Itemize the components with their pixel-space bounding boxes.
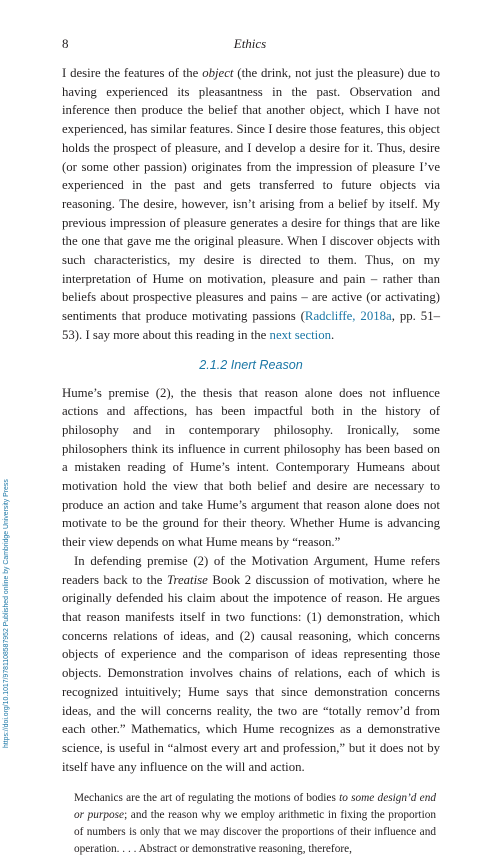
section-heading: 2.1.2 Inert Reason (199, 357, 303, 372)
citation-link[interactable]: Radcliffe, 2018a (304, 309, 392, 324)
block-quote-text-a: Mechanics are the art of regulating the motions of bodies (74, 792, 340, 805)
block-quote-emphasis: to some design’d end or purpose (74, 792, 436, 822)
paragraph-1-text-d: , pp. 51–53). I say more about this reading in the (62, 309, 440, 342)
block-quote-text (74, 790, 436, 857)
doi-side-note[interactable]: https://doi.org/10.1017/9781108587952 Published online by Cambridge University Press (3, 479, 10, 748)
paragraph-1 (62, 64, 440, 345)
next-section-link[interactable]: next section (269, 327, 332, 342)
paragraph-1-text-c: (the drink, not just the pleasure) due to having experienced its pleasantness in the past. Observation and inference then produce the belief that another object, which I have not experienced, has similar features. Since I desire those features, this object holds the prospect of pleasure, and I develop a desire for it. Thus, desire (or some other passion) originates from the impression of pleasure I’ve experienced in the past and gets transferred to future objects via reasoning. The desire, however, isn’t arising from a belief by itself. My previous impression of pleasure generates a desire for things that are like the one that gave me the original pleasure. When I discover objects with such characteristics, my desire is directed to them. Thus, on my interpretation of Hume on motivation, pleasure and pain – rather than beliefs about prospective pleasures and pains – are active (or activating) sentiments that produce motivating passions ( (62, 66, 440, 324)
paragraph-3 (62, 552, 440, 776)
body-text (62, 64, 440, 858)
paragraph-2: Hume’s premise (2), the thesis that reason alone does not influence actions and affections, has been impactful both in the history of philosophy and in contemporary philosophy. Ironically, some philosophers think its influence in current philosophy has been based on a mistaken reading of Hume’s intent. Contemporary Humeans about motivation hold the view that both belief and desire are necessary to produce an action and take Hume’s argument that reason alone does not motivate to be the ground for their theory. Whether Hume is advancing their view depends on what Hume means by “reason.” (62, 385, 440, 550)
emphasis-object: object (202, 66, 234, 80)
emphasis-treatise: Treatise (167, 572, 208, 587)
paragraph-3-text-a: In defending premise (2) of the Motivation Argument, Hume refers readers back to the (62, 553, 440, 587)
paragraph-1-text-e: . (331, 327, 335, 342)
running-head: Ethics (233, 36, 267, 51)
paragraph-3-text-c: Book 2 discussion of motivation, where he originally defended his claim about the impotence of reason. He argues that reason manifests itself in two functions: (1) demonstration, which concerns relations of ideas, and (2) causal reasoning, which concerns objects of experience and the comparison of ideas representing those objects. Demonstration involves chains of relations, each of which is recognized intuitively; Hume says that since demonstration concerns ideas, and the will concerns reality, the two are “totally remov’d from each other.” Mathematics, which Hume recognizes as a demonstrative science, is useful in “almost every art and profession,” but it does not by itself have any influence on the will and action. (62, 572, 440, 774)
block-quote (74, 790, 436, 857)
block-quote-text-c: ; and the reason why we employ arithmetic in fixing the proportion of numbers is only that we may discover the proportions of their influence and operation. . . . Abstract or demonstrative reasoning, therefore, (74, 809, 436, 855)
page-number: 8 (62, 36, 69, 51)
paragraph-1-text-a: I desire the features of the (62, 66, 203, 80)
